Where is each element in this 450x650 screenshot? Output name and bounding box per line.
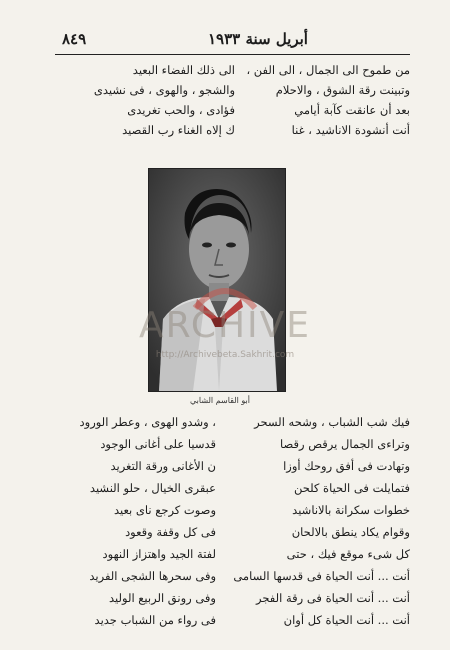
verse-line: وتبينت رقة الشوق ، والاحلام bbox=[275, 83, 410, 97]
poem-body bbox=[56, 412, 410, 642]
verse-line: من طموح الى الجمال ، الى الفن ، bbox=[246, 63, 410, 77]
header-rule bbox=[55, 54, 410, 55]
hemistich-second: قدسيا على أغانى الوجود bbox=[100, 437, 216, 451]
hemistich-second: ، وشدو الهوى ، وعطر الورود bbox=[79, 415, 216, 429]
poem-line bbox=[56, 434, 410, 454]
hemistich-first: أنت ... أنت الحياة فى قدسها السامى bbox=[233, 569, 410, 583]
poem-line bbox=[56, 478, 410, 498]
top-verses bbox=[60, 60, 410, 160]
poem-line bbox=[56, 588, 410, 608]
verse-line: ك إلاه الغناء رب القصيد bbox=[122, 123, 235, 137]
hemistich-second: فى رواء من الشباب جديد bbox=[94, 613, 216, 627]
hemistich-first: وقوام يكاد ينطق بالالحان bbox=[291, 525, 410, 539]
portrait-photo bbox=[148, 168, 286, 392]
hemistich-second: لفتة الجيد واهتزاز النهود bbox=[102, 547, 216, 561]
hemistich-second: فى كل وقفة وقعود bbox=[125, 525, 216, 539]
verse-line: والشجو ، والهوى ، فى نشيدى bbox=[93, 83, 235, 97]
hemistich-second: ن الأغانى ورقة التغريد bbox=[110, 459, 216, 473]
hemistich-second: عبقرى الخيال ، حلو النشيد bbox=[89, 481, 216, 495]
hemistich-second: وصوت كرجع ناى بعيد bbox=[113, 503, 216, 517]
verse-line: بعد أن عانقت كآبة أيامي bbox=[294, 103, 410, 117]
poem-line bbox=[56, 566, 410, 586]
left-column bbox=[60, 60, 235, 140]
poem-line bbox=[56, 456, 410, 476]
verse-line: فؤادى ، والحب تغريدى bbox=[127, 103, 235, 117]
hemistich-first: أنت ... أنت الحياة كل أوان bbox=[283, 613, 410, 627]
watermark-title: ARCHIVE bbox=[138, 305, 312, 346]
page-header bbox=[58, 30, 410, 54]
photo-caption: أبو القاسم الشابي bbox=[190, 396, 250, 405]
hemistich-first: خطوات سكرانة بالاناشيد bbox=[292, 503, 410, 517]
verse-line: الى ذلك الفضاء البعيد bbox=[132, 63, 235, 77]
hemistich-first: فتمايلت فى الحياة كلحن bbox=[293, 481, 410, 495]
right-column bbox=[235, 60, 410, 140]
poem-line bbox=[56, 544, 410, 564]
watermark-url: http://Archivebeta.Sakhrit.com bbox=[155, 350, 295, 360]
hemistich-second: وفى سحرها الشجى الفريد bbox=[89, 569, 216, 583]
poem-line bbox=[56, 500, 410, 520]
poem-line bbox=[56, 522, 410, 542]
page-number: ٨٤٩ bbox=[62, 30, 87, 48]
hemistich-first: كل شىء موقع فيك ، حتى bbox=[286, 547, 410, 561]
hemistich-first: فيك شب الشباب ، وشحه السحر bbox=[254, 415, 410, 429]
issue-date: أبريل سنة ١٩٣٣ bbox=[208, 30, 308, 48]
poem-line bbox=[56, 610, 410, 630]
poem-line bbox=[56, 412, 410, 432]
verse-line: أنت أنشودة الاناشيد ، غنا bbox=[291, 123, 410, 137]
hemistich-first: وتهادت فى أفق روحك أوزا bbox=[283, 459, 410, 473]
hemistich-first: وتراءى الجمال يرقص رقصا bbox=[280, 437, 410, 451]
hemistich-first: أنت ... أنت الحياة فى رقة الفجر bbox=[256, 591, 410, 605]
hemistich-second: وفى رونق الربيع الوليد bbox=[109, 591, 216, 605]
